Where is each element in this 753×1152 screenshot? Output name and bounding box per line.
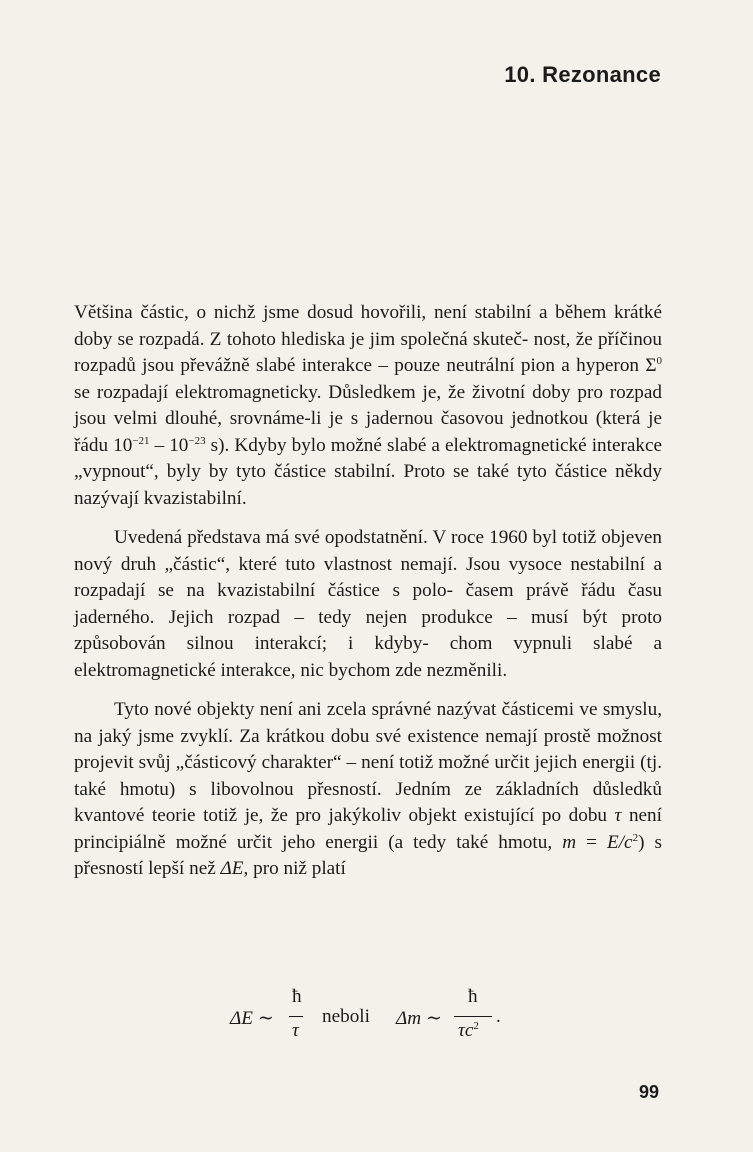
formula-lhs-energy: ΔE ∼ — [230, 1008, 274, 1029]
paragraph-2: Uvedená představa má své opodstatnění. V roce 1960 byl totiž objeven nový druh „částic“, které tuto vlastnost nemají. Jsou vysoce nestabilní a rozpadají se na kvazistabilní částice s polo- časem právě řádu času jaderného. Jejich rozpad – tedy nejen produkce – musí být proto způsobován silnou interakcí; i kdyby- chom vypnuli slabé a elektromagnetické interakce, nic bychom zde nezměnili. — [74, 527, 662, 681]
paragraph-1: Většina částic, o nichž jsme dosud hovořili, není stabilní a během krátké doby se rozpadá. Z tohoto hlediska je jim společná skuteč- nost, že příčinou rozpadů jsou převážně slabé interakce – pouze neutrální pion a hyperon $\Sigma^0$ se rozpadají elektromagneticky. Důsledkem je, že životní doby pro rozpad jsou velmi dlouhé, srovnáme-li je s jadernou časovou jednotkou (která je řádu $10^{-21} - 10^{-23}$ s). Kdyby bylo možné slabé a elektromagnetické interakce „vypnout“, byly by tyto částice stabilní. Proto se také tyto částice někdy nazývají kvazistabilní. — [74, 302, 663, 509]
body-text — [74, 300, 662, 896]
paragraph-3: Tyto nové objekty není ani zcela správné nazývat částicemi ve smyslu, na jaký jsme zvyklí. Za krátkou dobu své existence nemají prostě možnost projevit svůj „částicový charakter“ – není totiž možné určit jejich energii (tj. také hmotu) s libovolnou přesností. Jedním ze základních důsledků kvantové teorie totiž je, že pro jakýkoliv objekt existující po dobu τ není principiálně možné určit jeho energii (a tedy také hmotu, $m = E/c^2$) s přesností lepší než ΔE, pro niž platí — [74, 699, 662, 879]
formula-numerator-hbar-1: ħ — [292, 986, 302, 1007]
chapter-title: 10. Rezonance — [504, 62, 661, 87]
formula-period: . — [496, 1006, 501, 1027]
formula-word-neboli: neboli — [322, 1006, 370, 1027]
formula-denominator-tau-c2: $\tau c^2$ — [458, 1020, 479, 1041]
page-number: 99 — [638, 1082, 659, 1102]
uncertainty-formula — [230, 986, 530, 1050]
formula-denominator-tau: τ — [292, 1020, 299, 1041]
fraction-bar-2 — [454, 1016, 492, 1017]
formula-lhs-mass: Δm ∼ — [396, 1008, 442, 1029]
fraction-bar-1 — [289, 1016, 303, 1017]
formula-numerator-hbar-2: ħ — [468, 986, 478, 1007]
